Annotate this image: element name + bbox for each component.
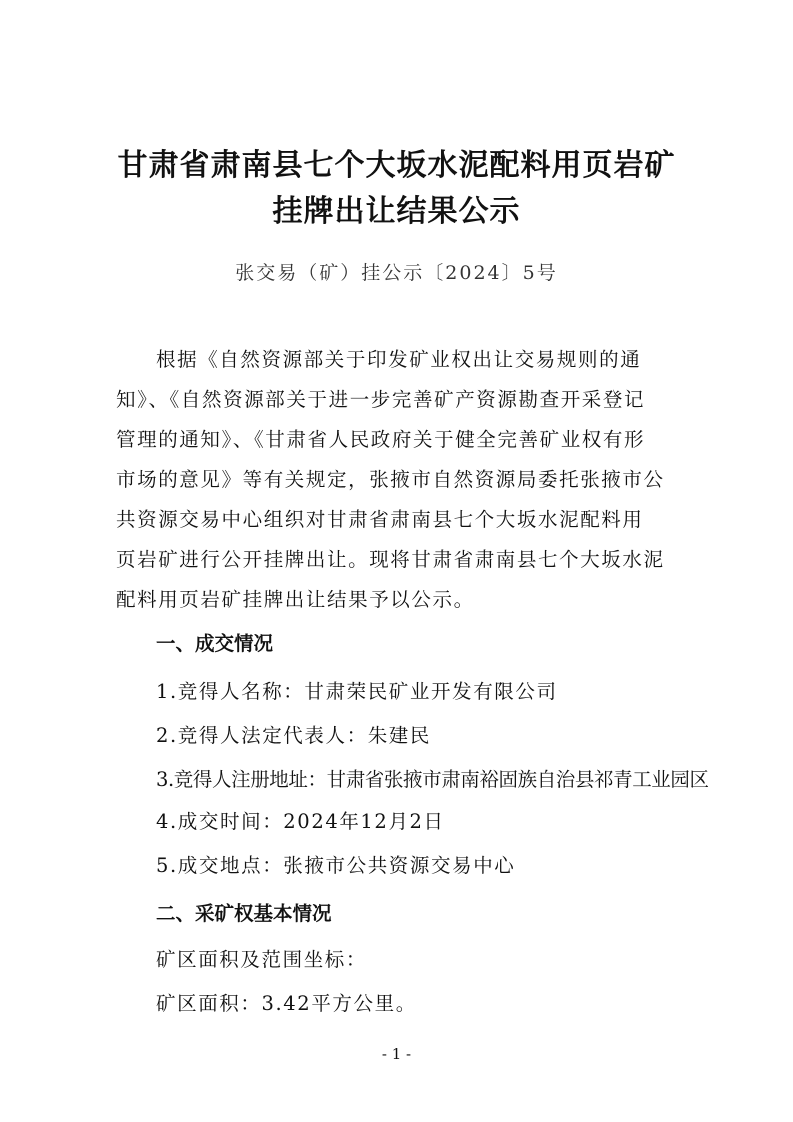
intro-paragraph-line: 页岩矿进行公开挂牌出让。现将甘肃省肃南县七个大坂水泥 — [116, 548, 665, 571]
document-number: 张交易（矿）挂公示〔2024〕5号 — [235, 262, 558, 284]
intro-paragraph-line: 知》、《自然资源部关于进一步完善矿产资源勘查开采登记 — [116, 388, 646, 411]
deal-item: 2.竞得人法定代表人：朱建民 — [156, 724, 432, 747]
document-title-line-2: 挂牌出让结果公示 — [272, 194, 521, 229]
intro-paragraph-line: 配料用页岩矿挂牌出让结果予以公示。 — [116, 588, 475, 611]
deal-item: 5.成交地点：张掖市公共资源交易中心 — [156, 854, 516, 877]
deal-item: 3.竞得人注册地址：甘肃省张掖市肃南裕固族自治县祁青工业园区 — [156, 768, 709, 791]
mining-rights-item: 矿区面积：3.42平方公里。 — [156, 992, 417, 1015]
mining-rights-item: 矿区面积及范围坐标： — [156, 948, 368, 971]
section-heading-deal-info: 一、成交情况 — [156, 632, 274, 655]
section-heading-mining-rights: 二、采矿权基本情况 — [156, 902, 332, 925]
deal-item: 4.成交时间：2024年12月2日 — [156, 810, 445, 833]
page-number: - 1 - — [381, 1045, 412, 1063]
intro-paragraph-line: 共资源交易中心组织对甘肃省肃南县七个大坂水泥配料用 — [116, 508, 644, 531]
intro-paragraph-line: 管理的通知》、《甘肃省人民政府关于健全完善矿业权有形 — [116, 428, 646, 451]
document-title-line-1: 甘肃省肃南县七个大坂水泥配料用页岩矿 — [117, 148, 676, 183]
deal-item: 1.竞得人名称：甘肃荣民矿业开发有限公司 — [156, 680, 558, 703]
intro-paragraph-line: 根据《自然资源部关于印发矿业权出让交易规则的通 — [156, 348, 642, 371]
intro-paragraph-line: 市场的意见》等有关规定，张掖市自然资源局委托张掖市公 — [116, 468, 665, 491]
